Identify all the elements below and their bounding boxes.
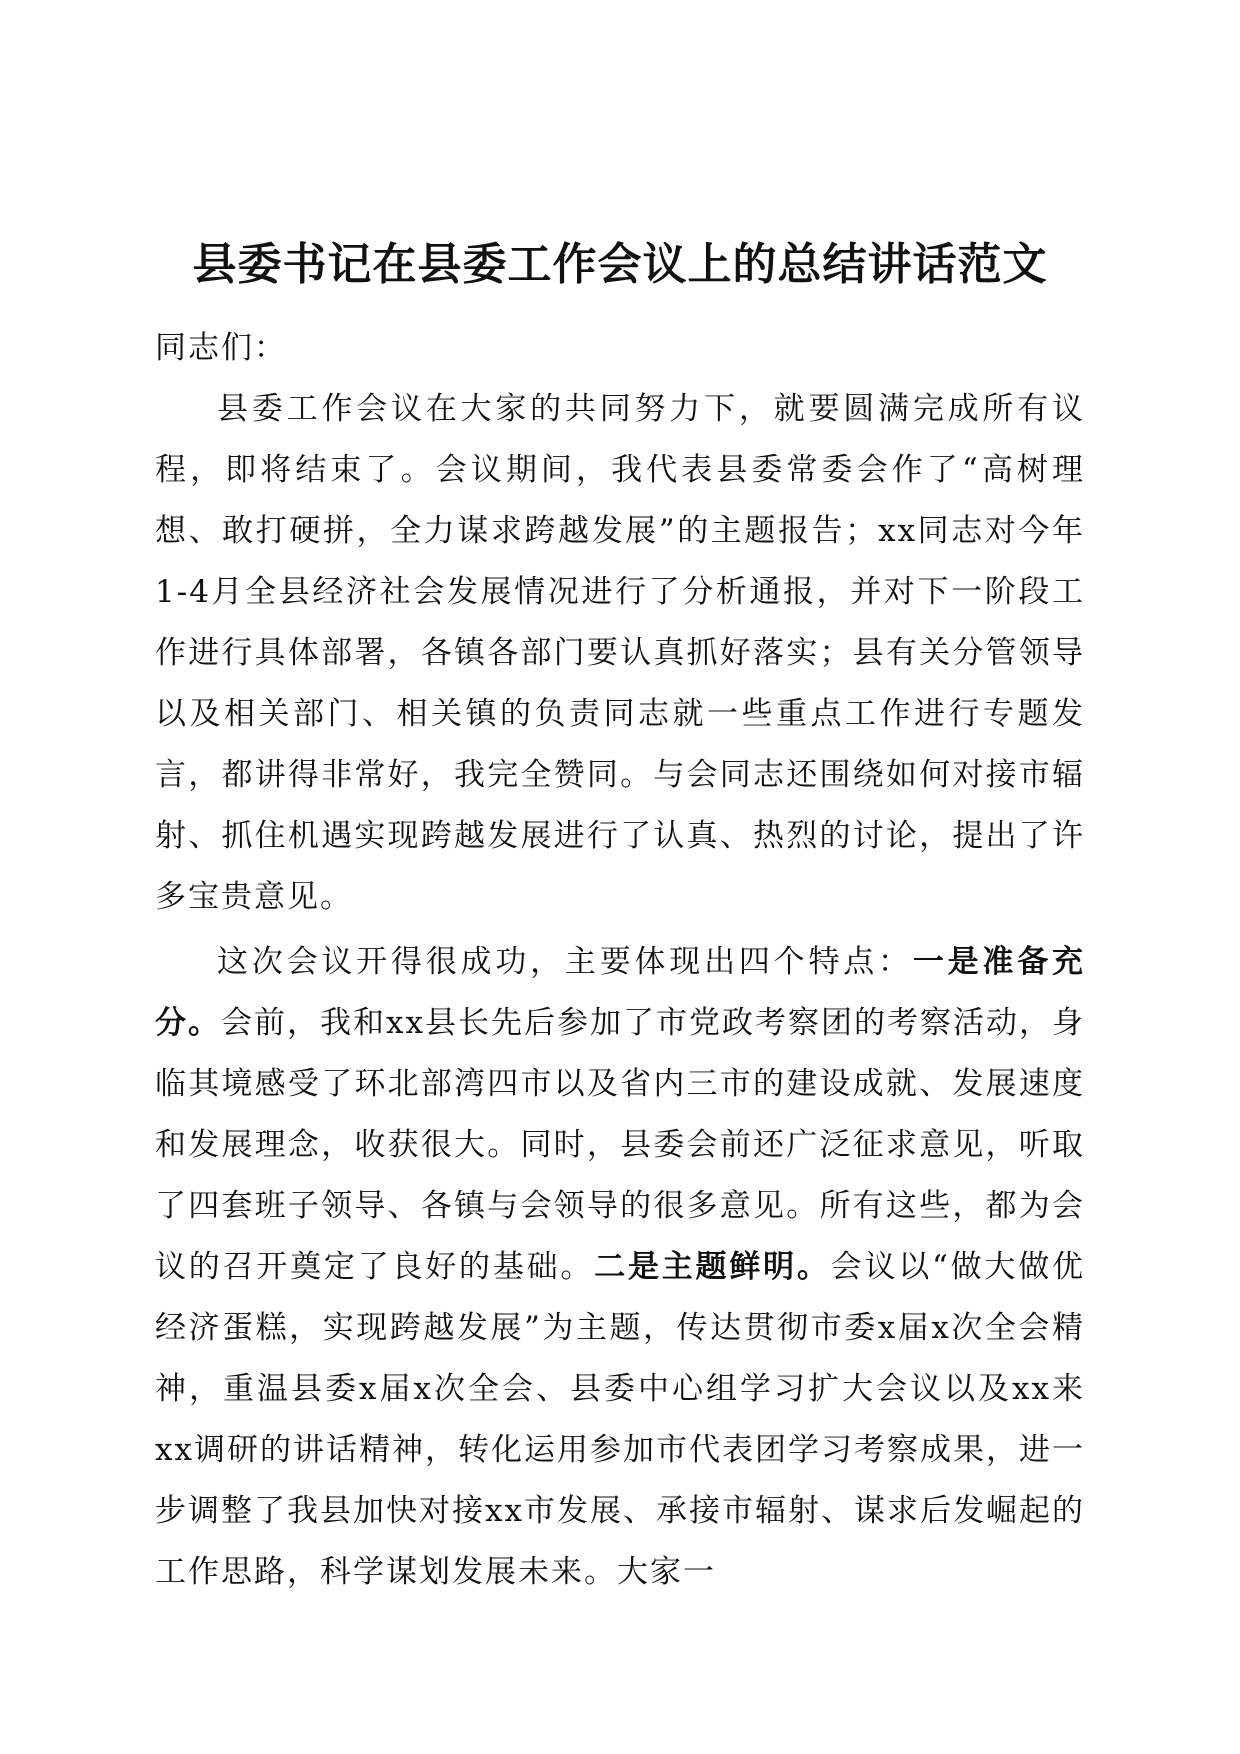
paragraph-2 (155, 932, 1085, 1603)
paragraph-1: 县委工作会议在大家的共同努力下，就要圆满完成所有议程，即将结束了。会议期间，我代表县委常委会作了“高树理想、敢打硬拼，全力谋求跨越发展”的主题报告；xx同志对今年1-4月全县经济社会发展情况进行了分析通报，并对下一阶段工作进行具体部署，各镇各部门要认真抓好落实；县有关分管领导以及相关部门、相关镇的负责同志就一些重点工作进行专题发言，都讲得非常好，我完全赞同。与会同志还围绕如何对接市辐射、抓住机遇实现跨越发展进行了认真、热烈的讨论，提出了许多宝贵意见。 (155, 391, 1085, 915)
point-1-text: 会前，我和xx县长先后参加了市党政考察团的考察活动，身临其境感受了环北部湾四市以及省内三市的建设成就、发展速度和发展理念，收获很大。同时，县委会前还广泛征求意见，听取了四套班子领导、各镇与会领导的很多意见。所有这些，都为会议的召开奠定了良好的基础。 (155, 1005, 1086, 1285)
point-2-text: 会议以“做大做优经济蛋糕，实现跨越发展”为主题，传达贯彻市委x届x次全会精神，重温县委x届x次全会、县委中心组学习扩大会议以及xx来xx调研的讲话精神，转化运用参加市代表团学习考察成果，进一步调整了我县加快对接xx市发展、承接市辐射、谋求后发崛起的工作思路，科学谋划发展未来。大家一 (155, 1249, 1086, 1590)
document-title: 县委书记在县委工作会议上的总结讲话范文 (192, 239, 1048, 290)
salutation: 同志们： (155, 330, 287, 366)
paragraph-2-intro: 这次会议开得很成功，主要体现出四个特点： (217, 944, 913, 980)
point-2-heading: 二是主题鲜明。 (594, 1249, 831, 1285)
point-1-heading: 一是准备充分。 (155, 944, 1086, 1041)
